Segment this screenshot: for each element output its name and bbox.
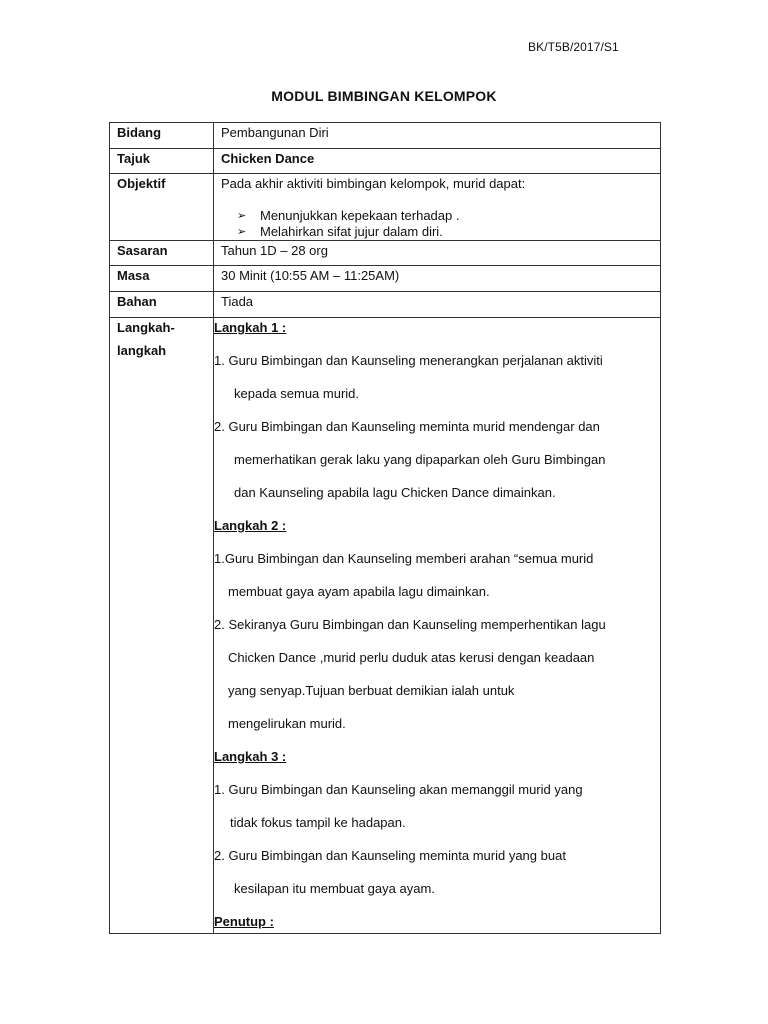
row-masa <box>110 266 661 292</box>
step1-item2-line2: memerhatikan gerak laku yang dipaparkan oleh Guru Bimbingan <box>234 452 606 467</box>
step1-item2-line3: dan Kaunseling apabila lagu Chicken Dance dimainkan. <box>234 485 556 500</box>
row-bahan <box>110 292 661 318</box>
step2-item1-line1: 1.Guru Bimbingan dan Kaunseling memberi arahan “semua murid <box>214 551 594 566</box>
module-table <box>109 122 661 934</box>
value-tajuk: Chicken Dance <box>221 151 315 166</box>
step1-heading: Langkah 1 : <box>214 320 287 335</box>
label-langkah-1: Langkah- <box>117 320 175 335</box>
objektif-item-text: Menunjukkan kepekaan terhadap . <box>260 208 460 223</box>
arrow-bullet-icon: ➢ <box>237 226 247 238</box>
label-masa: Masa <box>117 268 150 283</box>
row-objektif <box>110 174 661 241</box>
step2-item1-line2: membuat gaya ayam apabila lagu dimainkan. <box>228 584 490 599</box>
label-bahan: Bahan <box>117 294 157 309</box>
row-bidang <box>110 123 661 149</box>
step3-item1-line2: tidak fokus tampil ke hadapan. <box>230 815 406 830</box>
step1-item1-line2: kepada semua murid. <box>234 386 360 401</box>
step2-item2-line4: mengelirukan murid. <box>228 716 346 731</box>
value-bidang: Pembangunan Diri <box>221 125 329 140</box>
step1-item1-line1: 1. Guru Bimbingan dan Kaunseling menerangkan perjalanan aktiviti <box>214 353 603 368</box>
value-masa: 30 Minit (10:55 AM – 11:25AM) <box>221 268 400 283</box>
row-sasaran <box>110 241 661 266</box>
step2-item2-line2: Chicken Dance ,murid perlu duduk atas kerusi dengan keadaan <box>228 650 595 665</box>
value-sasaran: Tahun 1D – 28 org <box>221 243 328 258</box>
arrow-bullet-icon: ➢ <box>237 210 247 222</box>
step2-item2-line1: 2. Sekiranya Guru Bimbingan dan Kaunseling memperhentikan lagu <box>214 617 606 632</box>
document-code: BK/T5B/2017/S1 <box>528 40 619 54</box>
value-bahan: Tiada <box>221 294 254 309</box>
step3-heading: Langkah 3 : <box>214 749 287 764</box>
step1-item2-line1: 2. Guru Bimbingan dan Kaunseling meminta murid mendengar dan <box>214 419 600 434</box>
objektif-item <box>214 208 660 224</box>
step2-item2-line3: yang senyap.Tujuan berbuat demikian ialah untuk <box>228 683 515 698</box>
row-tajuk <box>110 149 661 174</box>
row-langkah <box>110 318 661 934</box>
penutup-heading: Penutup : <box>214 914 274 929</box>
label-langkah-2: langkah <box>117 343 167 358</box>
step2-heading: Langkah 2 : <box>214 518 287 533</box>
label-tajuk: Tajuk <box>117 151 150 166</box>
label-sasaran: Sasaran <box>117 243 168 258</box>
objektif-intro: Pada akhir aktiviti bimbingan kelompok, murid dapat: <box>221 176 526 191</box>
label-objektif: Objektif <box>117 176 166 191</box>
objektif-item <box>214 224 660 240</box>
label-bidang: Bidang <box>117 125 162 140</box>
page-title: MODUL BIMBINGAN KELOMPOK <box>271 88 497 104</box>
objektif-list <box>214 208 660 240</box>
objektif-item-text: Melahirkan sifat jujur dalam diri. <box>260 224 443 239</box>
step3-item1-line1: 1. Guru Bimbingan dan Kaunseling akan memanggil murid yang <box>214 782 583 797</box>
step3-item2-line2: kesilapan itu membuat gaya ayam. <box>234 881 435 896</box>
step3-item2-line1: 2. Guru Bimbingan dan Kaunseling meminta murid yang buat <box>214 848 566 863</box>
